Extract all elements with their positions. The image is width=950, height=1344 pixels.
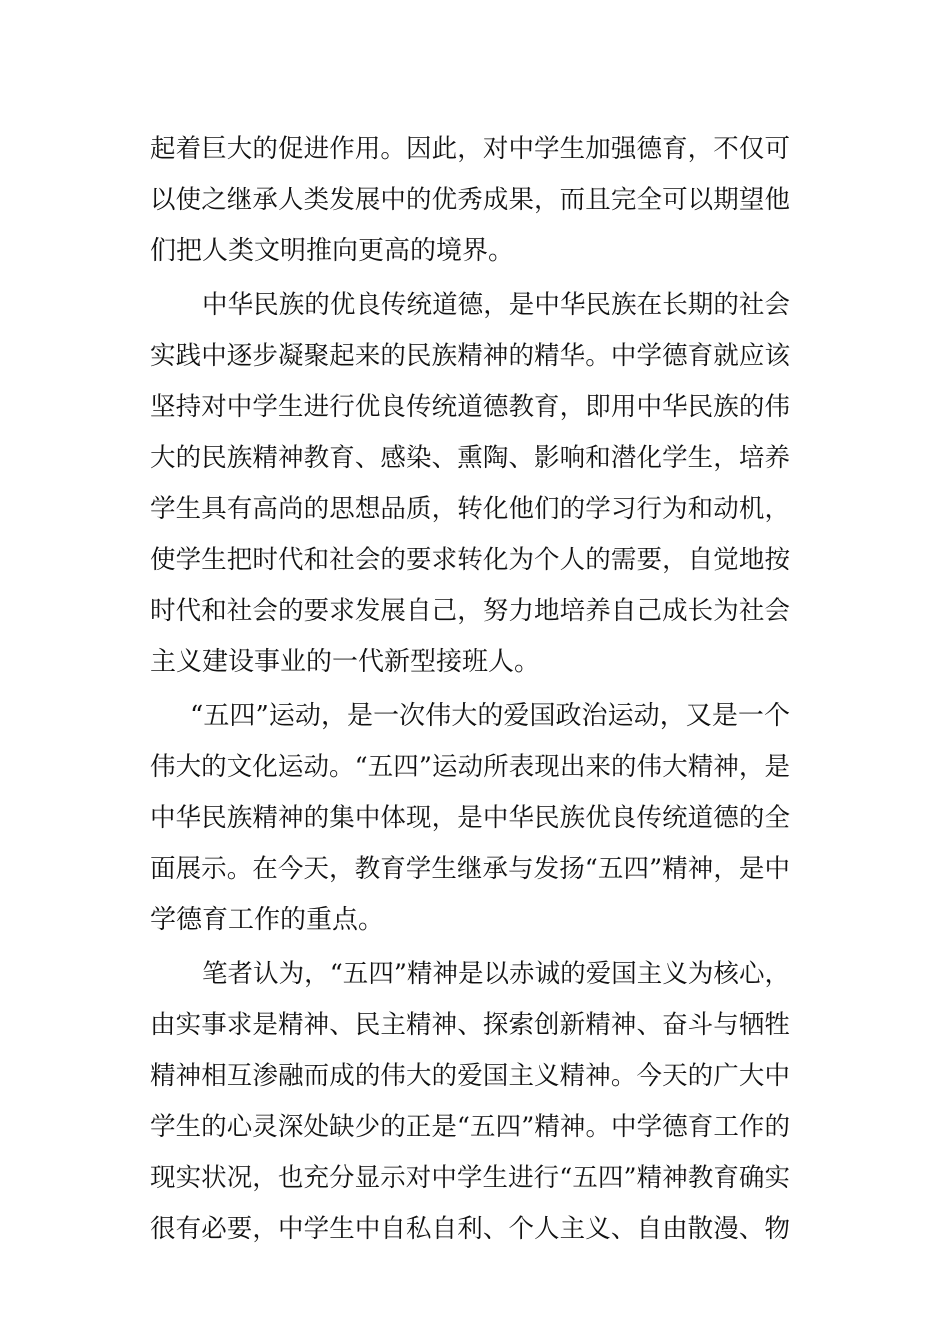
- text-line: 笔者认为，“五四”精神是以赤诚的爱国主义为核心，: [202, 959, 790, 989]
- paragraph-1: [150, 124, 790, 277]
- text-line: 伟大的文化运动。“五四”运动所表现出来的伟大精神，是: [150, 752, 790, 782]
- text-line: 使学生把时代和社会的要求转化为个人的需要，自觉地按: [150, 545, 790, 575]
- text-line: 面展示。在今天，教育学生继承与发扬“五四”精神，是中: [150, 854, 790, 884]
- paragraph-2: [150, 280, 790, 688]
- text-line: 很有必要，中学生中自私自利、个人主义、自由散漫、物: [150, 1214, 790, 1244]
- text-line: 起着巨大的促进作用。因此，对中学生加强德育，不仅可: [150, 134, 790, 164]
- text-line: 实践中逐步凝聚起来的民族精神的精华。中学德育就应该: [150, 341, 790, 371]
- text-line: 现实状况，也充分显示对中学生进行“五四”精神教育确实: [150, 1163, 790, 1193]
- text-line: 以使之继承人类发展中的优秀成果，而且完全可以期望他: [150, 185, 790, 215]
- text-line: 时代和社会的要求发展自己，努力地培养自己成长为社会: [150, 596, 790, 626]
- text-line: 坚持对中学生进行优良传统道德教育，即用中华民族的伟: [150, 392, 790, 422]
- text-line: 们把人类文明推向更高的境界。: [150, 236, 515, 266]
- text-line: 中华民族的优良传统道德，是中华民族在长期的社会: [202, 290, 790, 320]
- text-line: 学生具有高尚的思想品质，转化他们的学习行为和动机，: [150, 494, 790, 524]
- paragraph-3: [150, 691, 790, 946]
- paragraph-4: [150, 949, 790, 1255]
- document-body: [150, 124, 790, 1258]
- text-line: 中华民族精神的集中体现，是中华民族优良传统道德的全: [150, 803, 790, 833]
- text-line: 大的民族精神教育、感染、熏陶、影响和潜化学生，培养: [150, 443, 790, 473]
- text-line: 精神相互渗融而成的伟大的爱国主义精神。今天的广大中: [150, 1061, 790, 1091]
- text-line: “五四”运动，是一次伟大的爱国政治运动，又是一个: [190, 701, 790, 731]
- text-line: 学德育工作的重点。: [150, 905, 385, 935]
- text-line: 由实事求是精神、民主精神、探索创新精神、奋斗与牺牲: [150, 1010, 790, 1040]
- text-line: 主义建设事业的一代新型接班人。: [150, 647, 541, 677]
- text-line: 学生的心灵深处缺少的正是“五四”精神。中学德育工作的: [150, 1112, 790, 1142]
